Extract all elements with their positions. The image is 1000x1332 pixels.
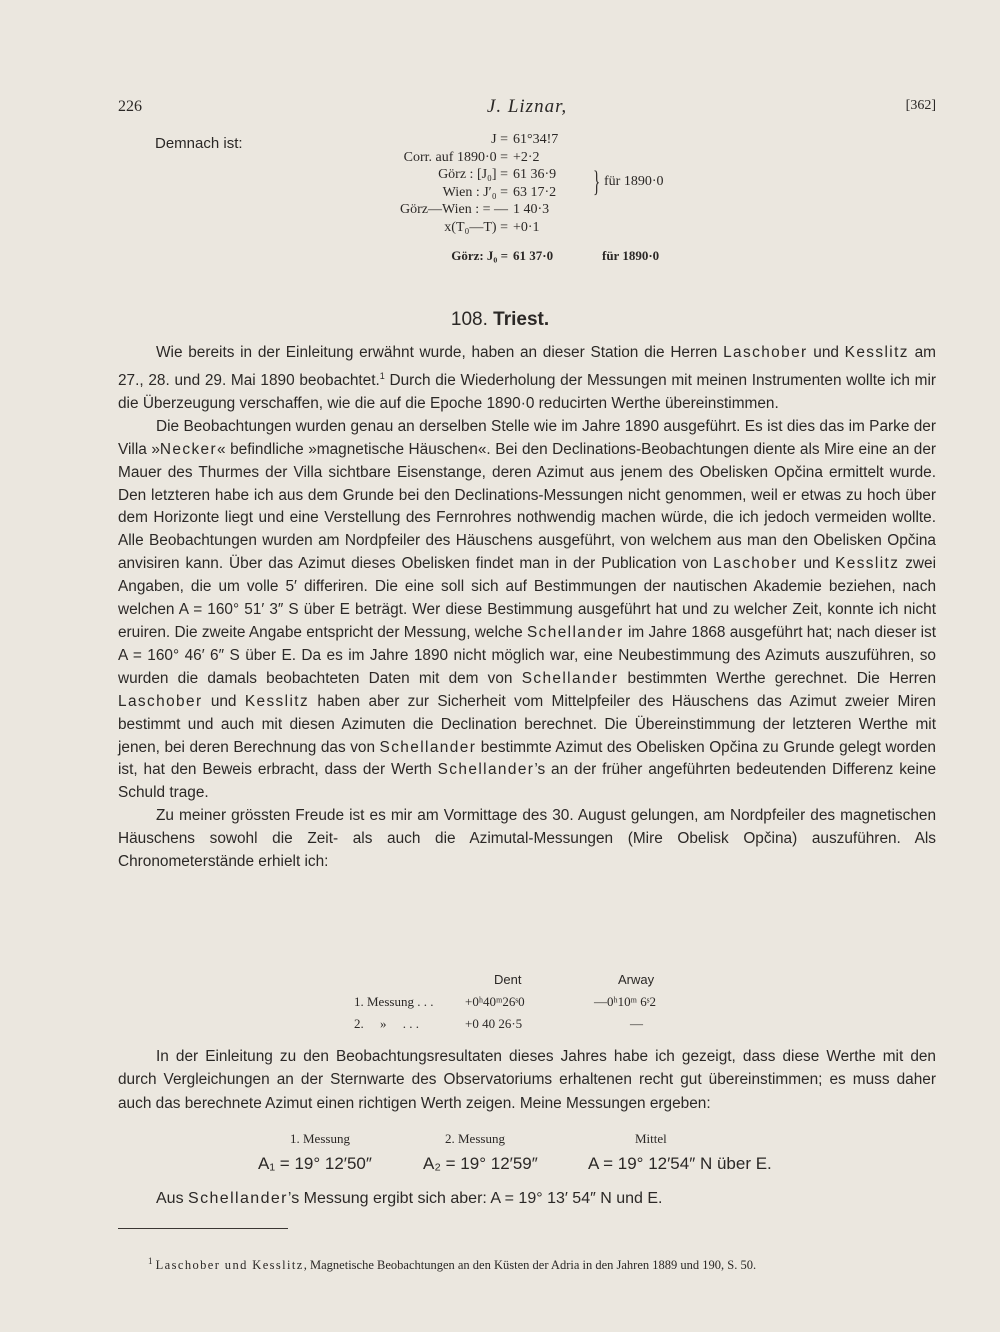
equation-row: [380, 220, 700, 238]
text-run: bestimmte Azimut des Obelisken Opčina zu Grunde gelegt worden ist, hat den Beweis erbracht, dass der Werth: [118, 738, 936, 779]
body-text: [118, 342, 936, 874]
person-name: Laschober und Kesslitz: [155, 1258, 304, 1273]
text-run: und: [797, 555, 836, 573]
equation-label: Görz—Wien : = —: [399, 202, 508, 217]
person-name: Laschober: [713, 555, 798, 573]
person-name: Schellander: [188, 1190, 288, 1207]
measurement-values: [0, 1154, 1000, 1178]
equation-block: [380, 132, 700, 263]
equation-label: Görz : [J₀] =: [438, 167, 508, 182]
text-run: Wie bereits in der Einleitung erwähnt wurde, haben an dieser Station die Herren: [156, 344, 724, 361]
equation-value: +0·1: [513, 219, 540, 235]
equation-side-note: für 1890·0: [604, 174, 664, 189]
text-run: Aus: [156, 1190, 189, 1207]
place-name: Necker: [159, 440, 218, 458]
equation-row: [380, 150, 700, 168]
column-header-arway: Arway: [618, 972, 655, 987]
page-number: 226: [118, 98, 142, 115]
footnote-rule: [118, 1228, 288, 1229]
running-title: J. Liznar,: [486, 96, 568, 117]
section-title: [0, 309, 1000, 331]
person-name: Laschober: [118, 692, 203, 710]
paragraph: [118, 416, 936, 805]
equation-value: 61°34!7: [513, 132, 559, 147]
text-run: am 27., 28. und 29. Mai 1890 beobachtet.: [118, 344, 936, 390]
person-name: Kesslitz: [844, 344, 909, 361]
text-run: Durch die Wiederholung der Messungen mit meinen Instrumenten wollte ich mir die Überzeugung verschaffen, wie die auf die Epoche 1890·0 reducirten Werthe übereinstimmen.: [118, 372, 936, 412]
intro-label: Demnach ist:: [155, 135, 243, 152]
person-name: Schellander: [526, 624, 624, 641]
result-label: Görz: J₀ =: [451, 248, 508, 263]
person-name: Schellander: [437, 761, 535, 779]
footnote: [148, 1256, 928, 1273]
equation-row: [380, 202, 700, 220]
section-name: Triest.: [493, 309, 550, 330]
person-name: Laschober: [723, 344, 808, 361]
result-side-note: für 1890·0: [602, 248, 660, 263]
brace-glyph: }: [593, 165, 601, 198]
footnote-marker: 1: [148, 1256, 153, 1266]
equation-value: 1 40·3: [513, 202, 550, 217]
person-name: Schellander: [379, 738, 477, 756]
text-run: ’s an der früher angeführten bedeutenden Differenz keine Schuld trage.: [118, 761, 936, 802]
footnote-marker: 1: [379, 370, 385, 381]
chronometer-table: [340, 972, 700, 1034]
text-run: und: [807, 344, 845, 361]
result-value: 61 37·0: [513, 248, 554, 263]
conclusion-line: [156, 1190, 662, 1208]
equation-result-row: [380, 248, 700, 266]
measurement-value: A = 19° 12′54″ N über E.: [588, 1154, 772, 1173]
text-run: , Magnetische Beobachtungen an den Küsten der Adria in den Jahren 1889 und 190, S. 50.: [303, 1258, 757, 1273]
measurement-value: A₁ = 19° 12′50″: [258, 1154, 372, 1173]
equation-row: [380, 132, 700, 150]
report-number: [362]: [905, 98, 936, 113]
arway-value: —0ʰ10ᵐ 6ˢ2: [594, 994, 657, 1009]
measurement-labels: [0, 1131, 1000, 1149]
row-label: 1. Messung . . .: [354, 994, 434, 1009]
section-number: 108.: [450, 309, 488, 330]
column-header-dent: Dent: [494, 972, 522, 987]
dent-value: +0 40 26·5: [465, 1016, 523, 1031]
measurement-label: Mittel: [635, 1131, 667, 1146]
dent-value: +0ʰ40ᵐ26ˢ0: [465, 994, 525, 1009]
person-name: Kesslitz: [835, 555, 900, 573]
equation-value: +2·2: [513, 149, 540, 165]
paragraph: Zu meiner grössten Freude ist es mir am Vormittage des 30. August gelungen, am Nordpfeiler des magnetischen Häuschens sowohl die Zeit- als auch die Azimutal-Messungen (Mire Obelisk Opčina) auszuführen. Als Chronometerstände erhielt ich:: [118, 807, 936, 871]
page-header: [118, 98, 936, 120]
equation-value: 61 36·9: [513, 167, 557, 182]
equation-label: x(T₀—T) =: [444, 219, 508, 235]
paragraph: [118, 342, 936, 416]
text-run: bestimmten Werthe gerechnet. Die Herren: [618, 669, 937, 687]
text-run: haben aber zur Sicherheit vom Mittelpfeiler des Häuschens das Azimut zweier Miren bestimmt und auch mit diesen Azimuten die Declination berechnet. Die Übereinstimmung der letzteren Werthe mit jenen, bei deren Berechnung das von: [118, 692, 936, 756]
text-run: Die Beobachtungen wurden genau an derselben Stelle wie im Jahre 1890 ausgeführt. Es ist dies das im Parke der Villa »: [118, 417, 936, 458]
equation-label: J =: [491, 132, 508, 147]
person-name: Kesslitz: [244, 692, 310, 710]
text-run: im Jahre 1868 ausgeführt hat; nach dieser ist A = 160° 46′ 6″ S über E. Da es im Jahre 1890 nicht möglich war, eine Neubestimmung des Azimuts auszuführen, so wurden die damals beobachteten Daten mit dem von: [118, 624, 936, 687]
equation-label: Wien : J′₀ =: [442, 184, 508, 200]
text-run: ’s Messung ergibt sich aber: A = 19° 13′ 54″ N und E.: [287, 1190, 663, 1207]
equation-value: 63 17·2: [513, 184, 557, 200]
row-label: 2. » . . .: [354, 1016, 419, 1031]
text-run: zwei Angaben, die um volle 5′ differiren. Die eine soll sich auf Bestimmungen der nautischen Akademie beziehen, nach welchen A = 160° 51′ 3″ S über E beträgt. Wer diese Bestimmung ausgeführt hat und zu welcher Zeit, konnte ich nicht eruiren. Die zweite Angabe entspricht der Messung, welche: [118, 555, 936, 641]
measurement-label: 2. Messung: [445, 1131, 505, 1146]
person-name: Schellander: [521, 669, 619, 687]
arway-value: —: [630, 1016, 643, 1031]
text-run: « befindliche »magnetische Häuschen«. Bei den Declinations-Beobachtungen diente als Mire eine an der Mauer des Thurmes der Villa sichtbare Eisenstange, deren Azimut aus jenem des Obelisken Opčina ermittelt wurde. Den letzteren habe ich aus dem Grunde bei den Declinations-Messungen nicht genommen, weil er etwas zu hoch über dem Horizonte liegt und eine Verstellung des Fernrohres nothwendig machen würde, die ich jedoch vermeiden wollte. Alle Beobachtungen wurden am Nordpfeiler des Häuschens ausgeführt, von welchem aus man den Obelisken Opčina anvisiren kann. Über das Azimut dieses Obelisken findet man in der Publication von: [118, 440, 937, 573]
text-run: und: [202, 692, 245, 710]
equation-label: Corr. auf 1890·0 =: [403, 149, 508, 165]
measurement-label: 1. Messung: [290, 1131, 350, 1146]
measurement-value: A₂ = 19° 12′59″: [423, 1154, 538, 1173]
paragraph: In der Einleitung zu den Beobachtungsresultaten dieses Jahres habe ich gezeigt, dass diese Werthe mit den durch Vergleichungen an der Sternwarte des Observatoriums erhaltenen recht gut übereinstimmen; es muss daher auch das berechnete Azimut einen richtigen Werth zeigen. Meine Messungen ergeben:: [118, 1048, 936, 1112]
body-text-continued: [118, 1045, 936, 1115]
